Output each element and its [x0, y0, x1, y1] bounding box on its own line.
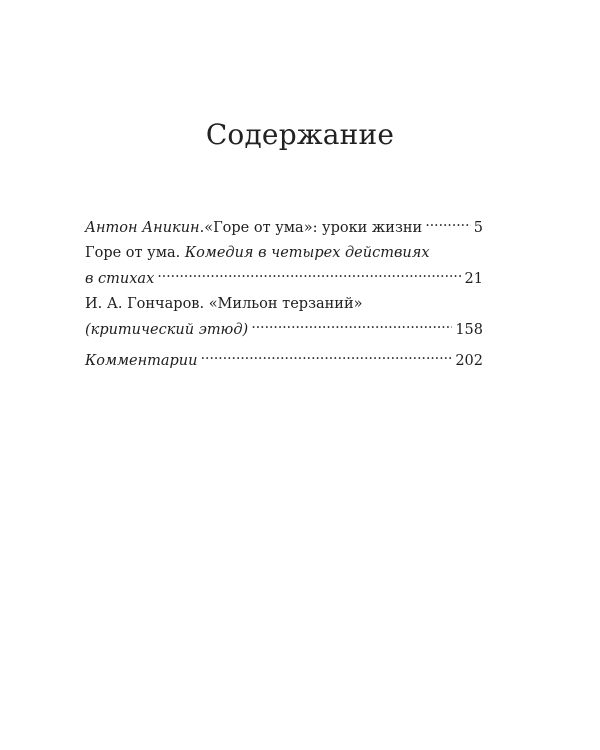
toc-entry-title: Комментарии: [85, 353, 198, 369]
dot-leader: [425, 212, 471, 232]
toc-entry-line: [85, 294, 483, 314]
toc-entry-title-continued: в стихах: [85, 271, 155, 287]
toc-entry-aniking-essay[interactable]: [85, 212, 483, 238]
toc-entry-page-number: 158: [455, 322, 483, 338]
dot-leader: [200, 345, 452, 365]
toc-entry-title-continued: (критический этюд): [85, 322, 249, 338]
dot-leader: [251, 314, 452, 334]
toc-entry-goncharov[interactable]: [85, 294, 483, 340]
toc-entry-page-number: 5: [473, 220, 483, 236]
toc-entry-line: [85, 263, 483, 289]
toc-entry-page-number: 21: [464, 271, 483, 287]
toc-entry-title: «Горе от ума»: уроки жизни: [204, 220, 423, 236]
toc-entry-page-number: 202: [455, 353, 483, 369]
toc-entry-separator: .: [199, 220, 205, 236]
toc-entry-commentary[interactable]: [85, 345, 483, 371]
toc-entry-comedy[interactable]: [85, 243, 483, 289]
toc-entry-author: Антон Аникин: [85, 220, 200, 236]
toc-entry-title: Комедия в четырех действиях: [184, 245, 430, 261]
toc-entry-line: [85, 345, 483, 371]
toc-entry-line: [85, 243, 483, 263]
toc-entry-line: [85, 314, 483, 340]
toc-entry-title: «Мильон терзаний»: [208, 296, 363, 312]
toc-entry-author: Горе от ума.: [85, 245, 181, 261]
dot-leader: [157, 263, 461, 283]
table-of-contents: [85, 212, 483, 371]
toc-entry-author: И. А. Гончаров.: [85, 296, 205, 312]
page-title: Содержание: [205, 118, 395, 151]
toc-entry-line: [85, 212, 483, 238]
